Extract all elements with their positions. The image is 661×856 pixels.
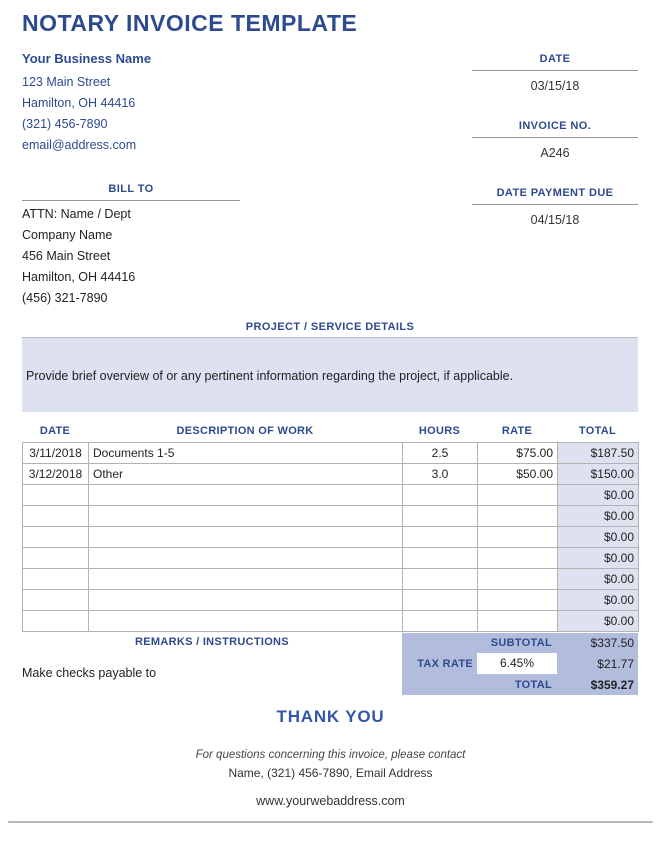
work-table-cell: 3.0 xyxy=(403,464,478,485)
header-date: DATE xyxy=(39,425,71,437)
meta-date xyxy=(472,53,638,93)
work-table-cell: $150.00 xyxy=(558,464,639,485)
payable-note: Make checks payable to xyxy=(22,666,157,680)
business-address-line2: Hamilton, OH 44416 xyxy=(22,96,136,110)
work-table-cell xyxy=(403,527,478,548)
header-description: DESCRIPTION OF WORK xyxy=(176,425,314,437)
subtotal-value: $337.50 xyxy=(590,635,634,650)
work-table-cell xyxy=(23,590,89,611)
table-row xyxy=(23,464,639,485)
work-table-cell xyxy=(89,527,403,548)
work-table-cell: $0.00 xyxy=(558,569,639,590)
work-table-cell: 3/12/2018 xyxy=(23,464,89,485)
business-phone: (321) 456-7890 xyxy=(22,117,108,131)
work-table-body xyxy=(23,443,639,632)
invoice-meta xyxy=(472,53,638,227)
footer-contact-line2: Name, (321) 456-7890, Email Address xyxy=(228,766,433,780)
work-table-cell xyxy=(403,569,478,590)
work-table-cell xyxy=(89,485,403,506)
tax-rate-label: TAX RATE xyxy=(417,657,473,670)
payment-due-rule xyxy=(472,204,638,205)
work-table-cell xyxy=(403,548,478,569)
business-info xyxy=(22,51,151,160)
work-table-cell: $0.00 xyxy=(558,548,639,569)
bill-to-attn: ATTN: Name / Dept xyxy=(22,207,131,221)
invoice-no-rule xyxy=(472,137,638,138)
work-table-cell: $0.00 xyxy=(558,590,639,611)
tax-amount-value: $21.77 xyxy=(597,656,634,671)
work-table-cell xyxy=(478,527,558,548)
work-table-cell xyxy=(23,527,89,548)
page-title: NOTARY INVOICE TEMPLATE xyxy=(22,10,358,36)
footer-website: www.yourwebaddress.com xyxy=(256,794,405,808)
table-row xyxy=(23,443,639,464)
subtotal-label: SUBTOTAL xyxy=(490,636,552,649)
work-table xyxy=(22,442,639,632)
work-table-cell: $0.00 xyxy=(558,611,639,632)
work-table-cell xyxy=(478,569,558,590)
bill-to-city: Hamilton, OH 44416 xyxy=(22,270,136,284)
work-table-cell xyxy=(89,590,403,611)
bill-to-rule xyxy=(22,200,240,201)
meta-invoice-no xyxy=(472,120,638,160)
work-table-cell xyxy=(23,485,89,506)
work-table-cell: $50.00 xyxy=(478,464,558,485)
table-row xyxy=(23,569,639,590)
business-email: email@address.com xyxy=(22,138,137,152)
business-address-line1: 123 Main Street xyxy=(22,75,111,89)
date-value: 03/15/18 xyxy=(530,79,580,93)
date-label: DATE xyxy=(539,53,571,65)
work-table-cell: $75.00 xyxy=(478,443,558,464)
thank-you-text: THANK YOU xyxy=(276,707,385,726)
project-details-box xyxy=(22,337,638,412)
work-table-cell xyxy=(89,569,403,590)
work-table-cell: Documents 1-5 xyxy=(89,443,403,464)
work-table-cell xyxy=(89,548,403,569)
invoice-no-label: INVOICE NO. xyxy=(518,120,592,132)
work-table-cell xyxy=(403,590,478,611)
work-table-cell: $0.00 xyxy=(558,506,639,527)
table-row xyxy=(23,548,639,569)
payment-due-label: DATE PAYMENT DUE xyxy=(496,187,614,199)
work-table-cell xyxy=(403,506,478,527)
date-rule xyxy=(472,70,638,71)
work-table-cell: 3/11/2018 xyxy=(23,443,89,464)
table-row xyxy=(23,590,639,611)
bill-to-phone: (456) 321-7890 xyxy=(22,291,108,305)
work-table-cell xyxy=(478,611,558,632)
work-table-cell xyxy=(478,548,558,569)
project-details-label: PROJECT / SERVICE DETAILS xyxy=(245,321,415,333)
project-overview-text: Provide brief overview of or any pertinent information regarding the project, if applicable. xyxy=(26,369,514,383)
remarks-label: REMARKS / INSTRUCTIONS xyxy=(135,636,289,648)
table-row xyxy=(23,527,639,548)
bill-to-label: BILL TO xyxy=(108,183,154,195)
work-table-header xyxy=(22,425,638,437)
work-table-cell xyxy=(89,506,403,527)
total-label: TOTAL xyxy=(514,679,552,691)
work-table-cell xyxy=(478,506,558,527)
table-row xyxy=(23,506,639,527)
work-table-cell xyxy=(403,611,478,632)
bill-to-lines xyxy=(22,208,240,305)
bill-to-section xyxy=(22,183,240,313)
work-table-cell: $0.00 xyxy=(558,485,639,506)
work-table-cell: Other xyxy=(89,464,403,485)
payment-due-value: 04/15/18 xyxy=(530,213,580,227)
table-row xyxy=(23,485,639,506)
business-name: Your Business Name xyxy=(22,51,152,66)
work-table-cell xyxy=(403,485,478,506)
summary-block xyxy=(402,633,638,695)
tax-rate-input[interactable]: 6.45% xyxy=(477,653,557,674)
work-table-cell xyxy=(23,569,89,590)
work-table-cell: 2.5 xyxy=(403,443,478,464)
total-row xyxy=(402,675,638,695)
header-rate: RATE xyxy=(501,425,533,437)
work-table-cell xyxy=(23,611,89,632)
header-hours: HOURS xyxy=(418,425,461,437)
work-table-cell xyxy=(23,506,89,527)
bill-to-company: Company Name xyxy=(22,228,113,242)
tax-row xyxy=(402,652,638,675)
total-value: $359.27 xyxy=(590,678,634,692)
work-table-cell: $0.00 xyxy=(558,527,639,548)
work-table-cell: $187.50 xyxy=(558,443,639,464)
page-bottom-divider xyxy=(8,821,653,823)
header-total: TOTAL xyxy=(578,425,617,437)
work-table-cell xyxy=(89,611,403,632)
work-table-cell xyxy=(478,590,558,611)
invoice-no-value: A246 xyxy=(540,146,570,160)
work-table-cell xyxy=(23,548,89,569)
subtotal-row xyxy=(402,633,638,652)
bill-to-street: 456 Main Street xyxy=(22,249,111,263)
table-row xyxy=(23,611,639,632)
work-table-cell xyxy=(478,485,558,506)
meta-payment-due xyxy=(472,187,638,227)
footer-contact-line1: For questions concerning this invoice, please contact xyxy=(195,749,466,761)
